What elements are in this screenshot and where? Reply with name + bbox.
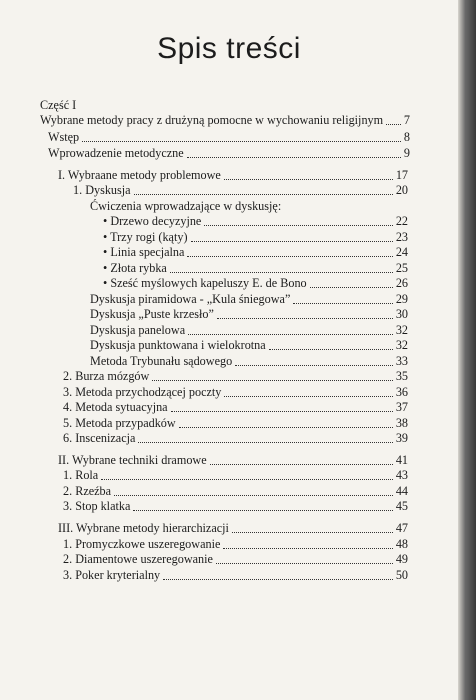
toc-entry-page: 32: [395, 323, 408, 337]
toc-entry-page: 7: [403, 113, 410, 127]
toc-entry-page: 49: [395, 552, 408, 566]
toc-entry: [103, 214, 408, 229]
toc-entry-page: 25: [395, 261, 408, 275]
leader-dots: [204, 225, 392, 226]
toc-entry: [63, 385, 408, 400]
toc-entry-page: 43: [395, 468, 408, 482]
toc-entry-page: 17: [395, 168, 408, 182]
toc-entry-label: 1. Rola: [63, 468, 99, 482]
toc-entry-label: Wprowadzenie metodyczne: [48, 146, 184, 160]
toc-entry-label: 2. Diamentowe uszeregowanie: [63, 552, 213, 566]
toc-entry-page: 45: [395, 499, 408, 513]
leader-dots: [152, 380, 393, 381]
toc-entry-label: Wstęp: [48, 130, 80, 144]
toc-entry-page: 47: [395, 521, 408, 535]
toc-entry-label: III. Wybrane metody hierarchizacji: [58, 521, 229, 535]
toc-entry-label: Ćwiczenia wprowadzające w dyskusję:: [90, 199, 282, 213]
leader-dots: [224, 396, 392, 397]
toc-entry: [90, 354, 408, 369]
toc-entry-label: Dyskusja piramidowa - „Kula śniegowa”: [90, 292, 291, 306]
toc-entry-label: Dyskusja panelowa: [90, 323, 186, 337]
leader-dots: [191, 241, 393, 242]
leader-dots: [223, 548, 392, 549]
toc-entry: [48, 146, 410, 161]
toc-entry-label: 3. Poker kryterialny: [63, 568, 161, 582]
toc-entry-page: 23: [395, 230, 408, 244]
toc-entry: [103, 230, 408, 245]
toc-entry-label: 1. Promyczkowe uszeregowanie: [63, 537, 221, 551]
toc-entry-label: 4. Metoda sytuacyjna: [63, 400, 168, 414]
leader-dots: [133, 510, 392, 511]
leader-dots: [171, 411, 393, 412]
toc-entry: [63, 431, 408, 446]
toc-entry: [73, 183, 408, 198]
toc-entry: [63, 416, 408, 431]
page-edge: [458, 0, 476, 700]
toc-entry-label: 1. Dyskusja: [73, 183, 131, 197]
toc-entry-label: Wybrane metody pracy z drużyną pomocne w wychowaniu religijnym: [40, 113, 384, 127]
leader-dots: [216, 563, 393, 564]
toc-entry-label: 3. Metoda przychodzącej poczty: [63, 385, 222, 399]
toc-entry-label: 3. Stop klatka: [63, 499, 131, 513]
toc-entry-label: 2. Rzeźba: [63, 484, 112, 498]
toc-entry: [90, 323, 408, 338]
toc-entry: [63, 537, 408, 552]
toc-entry-label: Dyskusja punktowana i wielokrotna: [90, 338, 266, 352]
toc-entry-label: • Drzewo decyzyjne: [103, 214, 202, 228]
toc-entry-label: 5. Metoda przypadków: [63, 416, 176, 430]
toc-entry-label: Dyskusja „Puste krzesło”: [90, 307, 214, 321]
toc-entry-page: 33: [395, 354, 408, 368]
toc-entry: [63, 369, 408, 384]
leader-dots: [217, 318, 393, 319]
toc-entry-page: 8: [403, 130, 410, 144]
leader-dots: [101, 479, 393, 480]
toc-entry-page: 20: [395, 183, 408, 197]
toc-entry-page: 50: [395, 568, 408, 582]
leader-dots: [163, 579, 393, 580]
toc-entry: [63, 552, 408, 567]
leader-dots: [82, 141, 401, 142]
toc-entry: [90, 307, 408, 322]
toc-entry: [63, 468, 408, 483]
toc-entry: [63, 484, 408, 499]
part-heading: Część I: [40, 98, 77, 112]
leader-dots: [114, 495, 393, 496]
toc-entry: [90, 338, 408, 353]
toc-entry-page: 30: [395, 307, 408, 321]
leader-dots: [210, 464, 393, 465]
toc-entry: [63, 568, 408, 583]
toc-entry-page: 39: [395, 431, 408, 445]
toc-entry-page: 9: [403, 146, 410, 160]
toc-entry: [103, 261, 408, 276]
leader-dots: [386, 124, 401, 125]
toc-entry-label: • Sześć myślowych kapeluszy E. de Bono: [103, 276, 307, 290]
toc-entry-page: 36: [395, 385, 408, 399]
leader-dots: [187, 256, 392, 257]
toc-entry-label: 6. Inscenizacja: [63, 431, 136, 445]
toc-entry-label: • Złota rybka: [103, 261, 167, 275]
toc-entry-page: 38: [395, 416, 408, 430]
toc-entry-page: 32: [395, 338, 408, 352]
toc-entry: [63, 499, 408, 514]
leader-dots: [170, 272, 393, 273]
toc-entry-page: 35: [395, 369, 408, 383]
toc-entry-label: II. Wybrane techniki dramowe: [58, 453, 207, 467]
toc-entry: [58, 168, 408, 183]
toc-entry: [58, 453, 408, 468]
toc-entry: [48, 130, 410, 145]
toc-entry: [90, 292, 408, 307]
toc-entry-page: 29: [395, 292, 408, 306]
toc-entry-label: • Linia specjalna: [103, 245, 185, 259]
toc-entry-label: 2. Burza mózgów: [63, 369, 150, 383]
toc-entry-page: 37: [395, 400, 408, 414]
leader-dots: [224, 179, 393, 180]
leader-dots: [235, 365, 393, 366]
toc-entry-label: • Trzy rogi (kąty): [103, 230, 188, 244]
leader-dots: [293, 303, 392, 304]
toc-entry-page: 48: [395, 537, 408, 551]
toc-entry-page: 41: [395, 453, 408, 467]
toc-entry: [90, 199, 408, 214]
leader-dots: [187, 157, 401, 158]
toc-entry: [63, 400, 408, 415]
leader-dots: [269, 349, 393, 350]
toc-entry: [58, 521, 408, 536]
toc-entry: [103, 276, 408, 291]
leader-dots: [310, 287, 393, 288]
leader-dots: [179, 427, 393, 428]
leader-dots: [188, 334, 393, 335]
leader-dots: [232, 532, 393, 533]
toc-entry-page: 44: [395, 484, 408, 498]
toc-entry: [103, 245, 408, 260]
toc-entry-label: I. Wybraane metody problemowe: [58, 168, 221, 182]
toc-entry: [40, 113, 410, 128]
leader-dots: [134, 194, 393, 195]
leader-dots: [138, 442, 392, 443]
page-title: Spis treści: [157, 32, 301, 65]
toc-entry-page: 26: [395, 276, 408, 290]
toc-entry-page: 24: [395, 245, 408, 259]
toc-entry-label: Metoda Trybunału sądowego: [90, 354, 233, 368]
toc-entry-page: 22: [395, 214, 408, 228]
